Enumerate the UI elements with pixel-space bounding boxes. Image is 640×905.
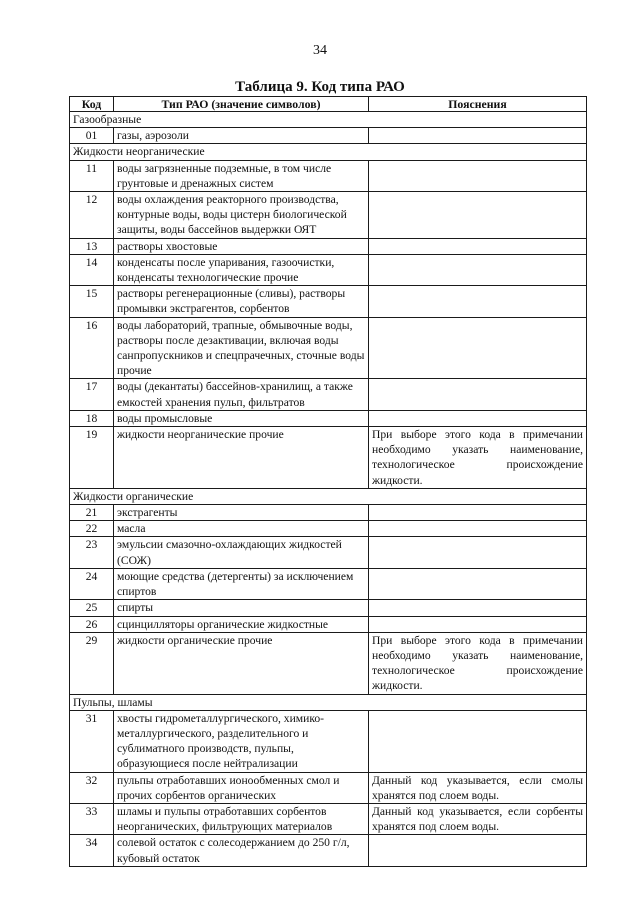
section-row xyxy=(70,144,587,160)
table-row xyxy=(70,772,587,803)
row-code: 25 xyxy=(70,600,114,616)
section-inorganic: Жидкости неорганические xyxy=(70,144,587,160)
row-note: Данный код указывается, если смолы хранятся под слоем воды. xyxy=(369,772,587,803)
row-type: растворы хвостовые xyxy=(114,238,369,254)
row-type: солевой остаток с солесодержанием до 250 г/л, кубовый остаток xyxy=(114,835,369,866)
row-note xyxy=(369,710,587,772)
row-note xyxy=(369,600,587,616)
row-note xyxy=(369,835,587,866)
row-note: При выборе этого кода в примечании необходимо указать наименование, технологическое происхождение жидкости. xyxy=(369,632,587,694)
row-type: жидкости неорганические прочие xyxy=(114,427,369,489)
row-type: воды лабораторий, трапные, обмывочные воды, растворы после дезактивации, включая воды санпропускников и спецпрачечных, сточные воды прочие xyxy=(114,317,369,379)
row-type: моющие средства (детергенты) за исключением спиртов xyxy=(114,568,369,599)
table-row xyxy=(70,192,587,239)
row-note xyxy=(369,568,587,599)
row-type: жидкости органические прочие xyxy=(114,632,369,694)
row-note xyxy=(369,317,587,379)
row-code: 15 xyxy=(70,286,114,317)
table-row xyxy=(70,568,587,599)
row-type: пульпы отработавших ионообменных смол и прочих сорбентов органических xyxy=(114,772,369,803)
row-type: воды охлаждения реакторного производства, контурные воды, воды цистерн биологической защиты, воды бассейнов выдержки ОЯТ xyxy=(114,192,369,239)
table-row xyxy=(70,600,587,616)
row-code: 14 xyxy=(70,254,114,285)
table-row xyxy=(70,521,587,537)
section-row xyxy=(70,488,587,504)
table-row xyxy=(70,238,587,254)
row-code: 16 xyxy=(70,317,114,379)
row-code: 23 xyxy=(70,537,114,568)
row-type: растворы регенерационные (сливы), растворы промывки экстрагентов, сорбентов xyxy=(114,286,369,317)
row-code: 13 xyxy=(70,238,114,254)
row-code: 33 xyxy=(70,803,114,834)
rao-type-code-table xyxy=(69,96,587,867)
table-row xyxy=(70,317,587,379)
row-code: 12 xyxy=(70,192,114,239)
row-note: При выборе этого кода в примечании необходимо указать наименование, технологическое происхождение жидкости. xyxy=(369,427,587,489)
row-note xyxy=(369,192,587,239)
row-type: сцинцилляторы органические жидкостные xyxy=(114,616,369,632)
row-type: воды загрязненные подземные, в том числе грунтовые и дренажных систем xyxy=(114,160,369,191)
row-code: 21 xyxy=(70,505,114,521)
row-note xyxy=(369,410,587,426)
row-note: Данный код указывается, если сорбенты хранятся под слоем воды. xyxy=(369,803,587,834)
row-code: 18 xyxy=(70,410,114,426)
table-title: Таблица 9. Код типа РАО xyxy=(235,79,405,95)
row-note xyxy=(369,286,587,317)
header-type: Тип РАО (значение символов) xyxy=(114,97,369,112)
row-type: хвосты гидрометаллургического, химико-металлургического, разделительного и сублиматного производств, пульпы, образующиеся после нейтрализации xyxy=(114,710,369,772)
row-note xyxy=(369,505,587,521)
row-note xyxy=(369,616,587,632)
row-type: конденсаты после упаривания, газоочистки, конденсаты технологические прочие xyxy=(114,254,369,285)
table-row xyxy=(70,254,587,285)
row-type: газы, аэрозоли xyxy=(114,128,369,144)
section-gas: Газообразные xyxy=(70,112,587,128)
row-note xyxy=(369,238,587,254)
row-type: экстрагенты xyxy=(114,505,369,521)
row-type: масла xyxy=(114,521,369,537)
row-note xyxy=(369,160,587,191)
section-pulps: Пульпы, шламы xyxy=(70,694,587,710)
table-row xyxy=(70,710,587,772)
section-row xyxy=(70,694,587,710)
row-code: 34 xyxy=(70,835,114,866)
row-note xyxy=(369,379,587,410)
row-code: 17 xyxy=(70,379,114,410)
row-code: 11 xyxy=(70,160,114,191)
row-code: 32 xyxy=(70,772,114,803)
row-type: шламы и пульпы отработавших сорбентов неорганических, фильтрующих материалов xyxy=(114,803,369,834)
row-code: 19 xyxy=(70,427,114,489)
table-row xyxy=(70,616,587,632)
row-type: спирты xyxy=(114,600,369,616)
row-code: 22 xyxy=(70,521,114,537)
section-row xyxy=(70,112,587,128)
table-row xyxy=(70,835,587,866)
row-code: 01 xyxy=(70,128,114,144)
table-row xyxy=(70,803,587,834)
row-code: 31 xyxy=(70,710,114,772)
row-note xyxy=(369,254,587,285)
section-organic: Жидкости органические xyxy=(70,488,587,504)
table-row xyxy=(70,160,587,191)
row-type: эмульсии смазочно-охлаждающих жидкостей (СОЖ) xyxy=(114,537,369,568)
header-note: Пояснения xyxy=(369,97,587,112)
table-row xyxy=(70,128,587,144)
table-row xyxy=(70,379,587,410)
row-code: 29 xyxy=(70,632,114,694)
page-number: 34 xyxy=(313,43,327,58)
table-row xyxy=(70,427,587,489)
row-note xyxy=(369,128,587,144)
table-row xyxy=(70,286,587,317)
row-type: воды (декантаты) бассейнов-хранилищ, а также емкостей хранения пульп, фильтратов xyxy=(114,379,369,410)
table-row xyxy=(70,632,587,694)
row-code: 24 xyxy=(70,568,114,599)
table-row xyxy=(70,537,587,568)
row-code: 26 xyxy=(70,616,114,632)
table-row xyxy=(70,410,587,426)
row-type: воды промысловые xyxy=(114,410,369,426)
table-header-row xyxy=(70,97,587,112)
row-note xyxy=(369,537,587,568)
table-row xyxy=(70,505,587,521)
row-note xyxy=(369,521,587,537)
header-code: Код xyxy=(70,97,114,112)
